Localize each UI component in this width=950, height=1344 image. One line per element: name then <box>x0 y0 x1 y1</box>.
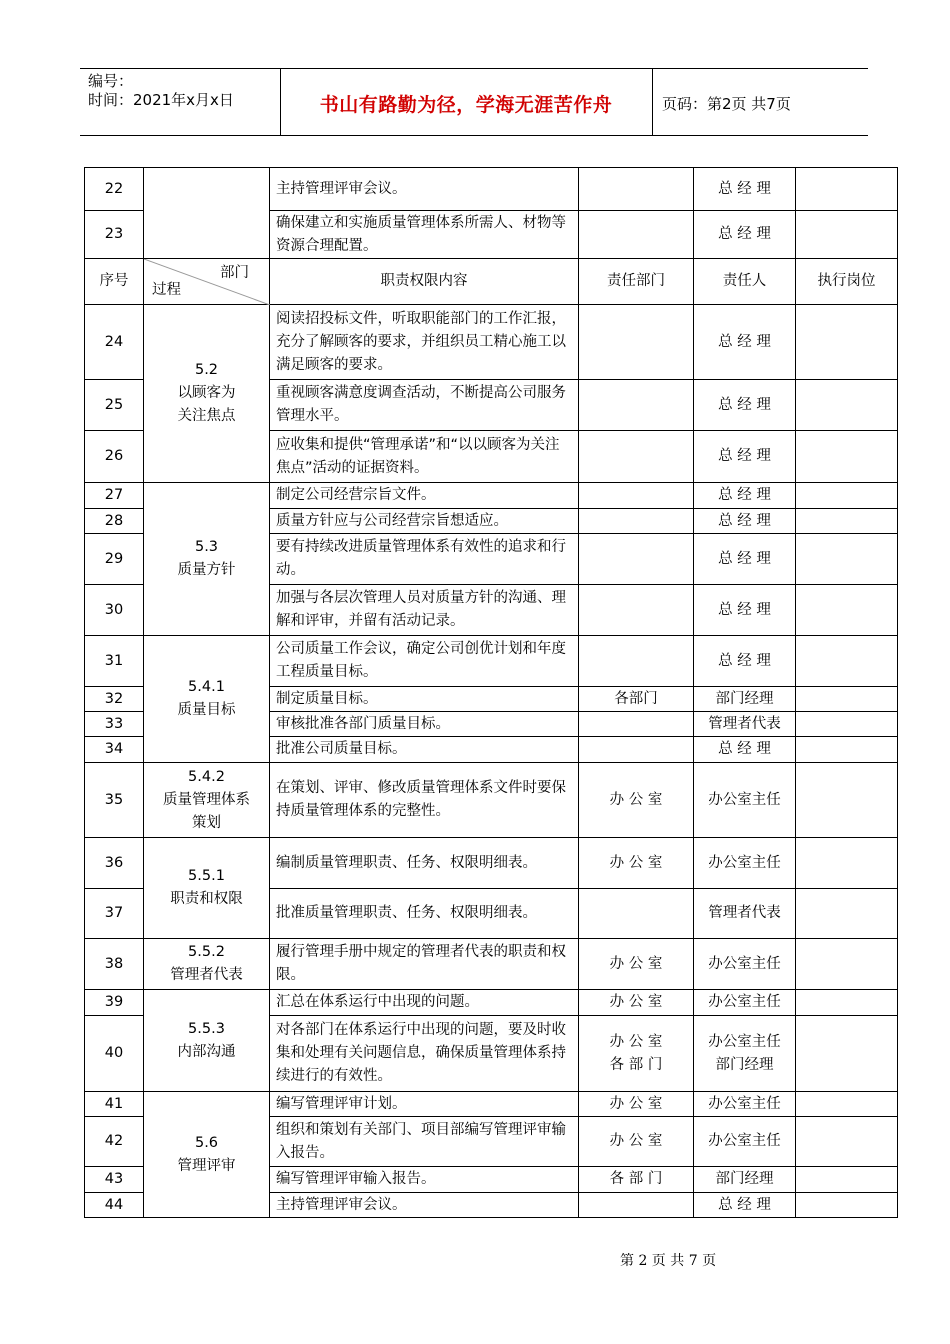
responsible-person: 办公室主任 部门经理 <box>694 1016 796 1092</box>
responsible-dept: 办 公 室 <box>579 1117 694 1167</box>
responsible-person: 办公室主任 <box>694 1092 796 1117</box>
process-cell <box>144 1092 270 1218</box>
row-number: 30 <box>85 585 144 636</box>
responsible-dept <box>579 431 694 483</box>
number-label: 编号： <box>88 72 134 90</box>
process-cell <box>144 305 270 483</box>
table-top-rows <box>85 168 898 259</box>
execution-post <box>796 1092 898 1117</box>
row-number: 44 <box>85 1193 144 1218</box>
col-header-resp-dept: 责任部门 <box>579 259 694 305</box>
responsible-person: 总 经 理 <box>694 483 796 509</box>
responsible-person: 办公室主任 <box>694 763 796 838</box>
table-row <box>85 939 898 990</box>
responsible-dept <box>579 534 694 585</box>
responsible-dept: 办 公 室 <box>579 1092 694 1117</box>
duty-content: 制定公司经营宗旨文件。 <box>270 483 579 509</box>
responsible-dept: 办 公 室 <box>579 838 694 889</box>
execution-post <box>796 305 898 380</box>
responsible-person: 部门经理 <box>694 687 796 712</box>
execution-post <box>796 838 898 889</box>
header-motto: 书山有路勤为径，学海无涯苦作舟 <box>319 94 613 116</box>
duty-content: 重视顾客满意度调查活动，不断提高公司服务管理水平。 <box>270 380 579 431</box>
duty-content: 在策划、评审、修改质量管理体系文件时要保持质量管理体系的完整性。 <box>270 763 579 838</box>
execution-post <box>796 534 898 585</box>
col-header-resp-person: 责任人 <box>694 259 796 305</box>
execution-post <box>796 380 898 431</box>
responsible-dept <box>579 211 694 259</box>
responsible-dept: 办 公 室 <box>579 939 694 990</box>
header-bottom-rule <box>80 135 868 136</box>
duty-content: 编写管理评审计划。 <box>270 1092 579 1117</box>
duty-content: 制定质量目标。 <box>270 687 579 712</box>
responsible-person: 总 经 理 <box>694 211 796 259</box>
col-header-no: 序号 <box>85 259 144 305</box>
process-label-line: 5.2 <box>194 362 219 378</box>
responsible-dept: 办 公 室 各 部 门 <box>579 1016 694 1092</box>
process-label-line: 管理评审 <box>177 1157 236 1174</box>
duty-content: 阅读招投标文件，听取职能部门的工作汇报，充分了解顾客的要求，并组织员工精心施工以满足顾客的要求。 <box>270 305 579 380</box>
table-row <box>85 990 898 1016</box>
page-footer: 第 2 页 共 7 页 <box>620 1253 717 1269</box>
responsible-dept <box>579 712 694 737</box>
duty-content: 组织和策划有关部门、项目部编写管理评审输入报告。 <box>270 1117 579 1167</box>
responsible-dept <box>579 636 694 687</box>
execution-post <box>796 939 898 990</box>
row-number: 39 <box>85 990 144 1016</box>
row-number: 28 <box>85 509 144 534</box>
row-number: 42 <box>85 1117 144 1167</box>
responsible-dept <box>579 380 694 431</box>
col-header-exec-post: 执行岗位 <box>796 259 898 305</box>
execution-post <box>796 483 898 509</box>
execution-post <box>796 1193 898 1218</box>
time-label: 时间：2021年x月x日 <box>88 91 234 109</box>
row-number: 22 <box>85 168 144 211</box>
row-number: 29 <box>85 534 144 585</box>
col-header-dept-process <box>144 259 270 305</box>
responsible-dept <box>579 1193 694 1218</box>
process-label-line: 策划 <box>192 814 221 831</box>
responsible-person: 办公室主任 <box>694 838 796 889</box>
duty-content: 批准质量管理职责、任务、权限明细表。 <box>270 889 579 939</box>
table-body-rows <box>85 305 898 1218</box>
execution-post <box>796 585 898 636</box>
row-number: 34 <box>85 737 144 763</box>
duty-content: 加强与各层次管理人员对质量方针的沟通、理解和评审，并留有活动记录。 <box>270 585 579 636</box>
responsible-dept: 各 部 门 <box>579 1167 694 1193</box>
process-label-line: 5.3 <box>194 539 219 555</box>
responsible-dept <box>579 305 694 380</box>
process-label-line: 5.4.2 <box>188 768 225 785</box>
process-label-line: 以顾客为 <box>177 385 236 401</box>
row-number: 26 <box>85 431 144 483</box>
duty-content: 汇总在体系运行中出现的问题。 <box>270 990 579 1016</box>
table-row <box>85 838 898 889</box>
duty-content: 编写管理评审输入报告。 <box>270 1167 579 1193</box>
process-cell <box>144 939 270 990</box>
responsible-person: 总 经 理 <box>694 305 796 380</box>
row-number: 36 <box>85 838 144 889</box>
process-label-line: 质量管理体系 <box>163 791 250 808</box>
process-label-line: 质量目标 <box>177 702 236 718</box>
responsible-person: 总 经 理 <box>694 380 796 431</box>
responsible-person: 总 经 理 <box>694 431 796 483</box>
header-page-label: 页码：第2页 共7页 <box>662 95 791 113</box>
duty-content: 公司质量工作会议，确定公司创优计划和年度工程质量目标。 <box>270 636 579 687</box>
process-label-line: 关注焦点 <box>177 408 236 424</box>
responsible-dept: 办 公 室 <box>579 763 694 838</box>
duty-content: 主持管理评审会议。 <box>270 168 579 211</box>
duty-content: 履行管理手册中规定的管理者代表的职责和权限。 <box>270 939 579 990</box>
row-number: 27 <box>85 483 144 509</box>
row-number: 25 <box>85 380 144 431</box>
corner-dept-label: 部门 <box>220 265 249 281</box>
responsible-dept <box>579 168 694 211</box>
responsible-person: 总 经 理 <box>694 636 796 687</box>
table-row <box>85 636 898 687</box>
process-cell <box>144 838 270 939</box>
row-number: 38 <box>85 939 144 990</box>
row-number: 23 <box>85 211 144 259</box>
execution-post <box>796 636 898 687</box>
row-number: 31 <box>85 636 144 687</box>
table-row <box>85 1092 898 1117</box>
responsible-person: 办公室主任 <box>694 1117 796 1167</box>
responsible-person: 总 经 理 <box>694 737 796 763</box>
duty-content: 确保建立和实施质量管理体系所需人、材物等资源合理配置。 <box>270 211 579 259</box>
header-divider-right <box>652 68 653 136</box>
responsible-dept: 各部门 <box>579 687 694 712</box>
responsible-person: 总 经 理 <box>694 585 796 636</box>
execution-post <box>796 889 898 939</box>
row-number: 24 <box>85 305 144 380</box>
table-row <box>85 168 898 211</box>
execution-post <box>796 687 898 712</box>
responsible-dept <box>579 737 694 763</box>
duty-content: 应收集和提供“管理承诺”和“以以顾客为关注焦点”活动的证据资料。 <box>270 431 579 483</box>
duty-content: 主持管理评审会议。 <box>270 1193 579 1218</box>
responsible-person: 办公室主任 <box>694 990 796 1016</box>
table-header-row <box>85 259 898 305</box>
responsible-person: 总 经 理 <box>694 1193 796 1218</box>
process-cell <box>144 990 270 1092</box>
table-row <box>85 305 898 380</box>
execution-post <box>796 1117 898 1167</box>
table-row <box>85 483 898 509</box>
duty-content: 要有持续改进质量管理体系有效性的追求和行动。 <box>270 534 579 585</box>
row-number: 35 <box>85 763 144 838</box>
duty-content: 质量方针应与公司经营宗旨想适应。 <box>270 509 579 534</box>
row-number: 41 <box>85 1092 144 1117</box>
execution-post <box>796 1016 898 1092</box>
execution-post <box>796 1167 898 1193</box>
duty-content: 审核批准各部门质量目标。 <box>270 712 579 737</box>
responsible-person: 办公室主任 <box>694 939 796 990</box>
row-number: 37 <box>85 889 144 939</box>
duty-content: 批准公司质量目标。 <box>270 737 579 763</box>
row-number: 33 <box>85 712 144 737</box>
duty-content: 编制质量管理职责、任务、权限明细表。 <box>270 838 579 889</box>
process-cell-empty <box>144 168 270 259</box>
duty-table <box>84 167 898 1218</box>
process-label-line: 管理者代表 <box>170 967 243 983</box>
col-header-content: 职责权限内容 <box>270 259 579 305</box>
header-top-rule <box>80 68 868 69</box>
execution-post <box>796 211 898 259</box>
responsible-dept <box>579 889 694 939</box>
responsible-dept <box>579 509 694 534</box>
row-number: 32 <box>85 687 144 712</box>
header-meta <box>88 72 234 110</box>
responsible-person: 总 经 理 <box>694 534 796 585</box>
execution-post <box>796 431 898 483</box>
row-number: 43 <box>85 1167 144 1193</box>
process-label-line: 内部沟通 <box>177 1043 236 1060</box>
responsible-dept <box>579 585 694 636</box>
execution-post <box>796 712 898 737</box>
responsible-person: 管理者代表 <box>694 889 796 939</box>
responsible-person: 总 经 理 <box>694 168 796 211</box>
process-label-line: 质量方针 <box>177 562 236 578</box>
responsible-person: 总 经 理 <box>694 509 796 534</box>
duty-content: 对各部门在体系运行中出现的问题，要及时收集和处理有关问题信息，确保质量管理体系持续进行的有效性。 <box>270 1016 579 1092</box>
responsible-dept: 办 公 室 <box>579 990 694 1016</box>
execution-post <box>796 763 898 838</box>
process-label-line: 职责和权限 <box>170 891 243 907</box>
execution-post <box>796 509 898 534</box>
process-cell <box>144 483 270 636</box>
process-label-line: 5.6 <box>194 1134 219 1151</box>
corner-process-label: 过程 <box>152 282 181 298</box>
process-label-line: 5.5.3 <box>188 1020 225 1037</box>
table-row <box>85 763 898 838</box>
process-label-line: 5.5.1 <box>188 868 225 884</box>
process-label-line: 5.4.1 <box>188 679 225 695</box>
execution-post <box>796 737 898 763</box>
row-number: 40 <box>85 1016 144 1092</box>
process-cell <box>144 763 270 838</box>
process-cell <box>144 636 270 763</box>
responsible-person: 部门经理 <box>694 1167 796 1193</box>
responsible-dept <box>579 483 694 509</box>
execution-post <box>796 990 898 1016</box>
execution-post <box>796 168 898 211</box>
responsible-person: 管理者代表 <box>694 712 796 737</box>
process-label-line: 5.5.2 <box>188 944 225 960</box>
